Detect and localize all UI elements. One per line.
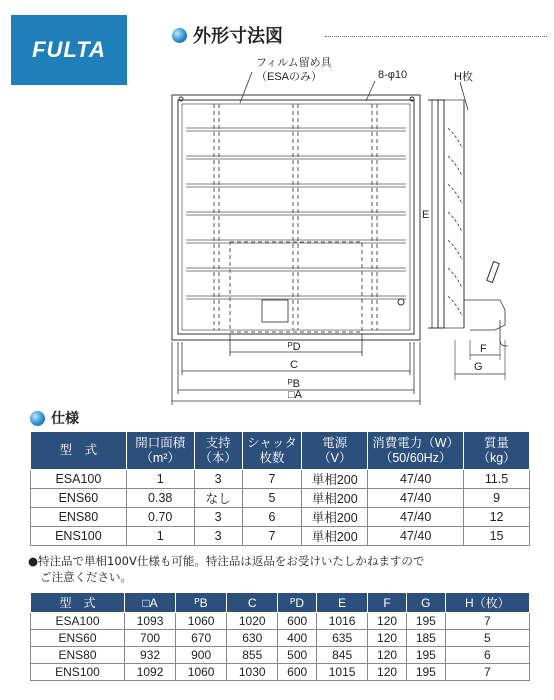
cell-d: 600 [278,664,317,681]
spec-title-text: 仕様 [51,411,79,427]
dimension-lines [172,72,420,405]
dimensions-table [30,592,530,681]
label-h: H枚 [454,71,473,83]
cell-model: ENS60 [31,630,125,647]
note-line-2: ご注意ください。 [40,570,132,584]
spec-header-consumption: 消費電力（W） （50/60Hz） [368,432,464,470]
cell-shutter: 5 [242,489,302,508]
cell-area: 0.38 [126,489,194,508]
dims-header-h: H（枚） [445,593,529,613]
cell-d: 400 [278,630,317,647]
cell-power: 単相200 [302,470,368,489]
label-film: フィルム留め具 [256,57,332,69]
cell-h: 6 [445,647,529,664]
cell-power: 単相200 [302,489,368,508]
dims-header-model: 型 式 [31,593,125,613]
cell-a: 1093 [125,613,176,630]
cell-a: 932 [125,647,176,664]
cell-mass: 12 [464,508,530,527]
spec-header-model: 型 式 [31,432,127,470]
spec-header-shutter: シャッタ 枚数 [242,432,302,470]
cell-consumption: 47/40 [368,527,464,546]
cell-mass: 15 [464,527,530,546]
cell-a: 1092 [125,664,176,681]
cell-b: 670 [176,630,227,647]
table-row [31,664,530,681]
cell-mass: 11.5 [464,470,530,489]
cell-shutter: 7 [242,527,302,546]
cell-mass: 9 [464,489,530,508]
brand-logo-text: FULTA [32,37,106,62]
label-film-sub: （ESAのみ） [256,71,323,83]
cell-shutter: 6 [242,508,302,527]
spec-table [30,431,530,546]
cell-model: ENS60 [31,489,127,508]
label-b: ᴾB [288,378,300,390]
cell-g: 195 [406,613,445,630]
cell-b: 1060 [176,613,227,630]
table-row [31,470,530,489]
cell-c: 1020 [227,613,278,630]
cell-power: 単相200 [302,527,368,546]
cell-support: 3 [194,527,242,546]
dims-header-a: □A [125,593,176,613]
bullet-icon [30,411,45,426]
cell-e: 635 [317,630,368,647]
cell-h: 7 [445,613,529,630]
cell-e: 1016 [317,613,368,630]
cell-model: ENS100 [31,527,127,546]
table-row [31,527,530,546]
table-row [31,613,530,630]
spec-header-row [31,432,530,470]
frame-outer [172,95,420,340]
label-a: □A [288,389,302,401]
motor-box [262,300,288,322]
cell-a: 700 [125,630,176,647]
dims-header-f: F [368,593,407,613]
cell-f: 120 [368,630,407,647]
cell-g: 195 [406,647,445,664]
mount-hole [398,299,404,305]
cell-area: 1 [126,527,194,546]
spec-header-support: 支持 （本） [194,432,242,470]
cell-d: 500 [278,647,317,664]
cell-consumption: 47/40 [368,489,464,508]
cell-b: 900 [176,647,227,664]
spec-section-title [30,408,79,428]
cell-e: 845 [317,647,368,664]
cell-area: 1 [126,470,194,489]
cell-shutter: 7 [242,470,302,489]
cell-model: ESA100 [31,470,127,489]
label-f: F [480,343,487,355]
cell-c: 1030 [227,664,278,681]
cell-support: 3 [194,508,242,527]
cell-support: なし [194,489,242,508]
spec-header-area: 開口面積 （m²） [126,432,194,470]
cell-consumption: 47/40 [368,508,464,527]
label-g: G [474,361,483,373]
label-e: E [422,209,430,221]
dims-header-row [31,593,530,613]
cell-consumption: 47/40 [368,470,464,489]
label-c: C [290,359,298,371]
dims-header-e: E [317,593,368,613]
cell-model: ESA100 [31,613,125,630]
cell-e: 1015 [317,664,368,681]
cell-model: ENS100 [31,664,125,681]
dims-header-b: ᴾB [176,593,227,613]
cell-h: 7 [445,664,529,681]
table-row [31,489,530,508]
table-row [31,630,530,647]
notes [28,553,424,585]
dims-header-d: ᴾD [278,593,317,613]
cell-model: ENS80 [31,647,125,664]
dimension-title-text: 外形寸法図 [193,26,283,47]
table-row [31,647,530,664]
cell-g: 195 [406,664,445,681]
cell-model: ENS80 [31,508,127,527]
cell-b: 1060 [176,664,227,681]
dims-header-g: G [406,593,445,613]
label-d: ᴾD [288,341,301,353]
cell-c: 855 [227,647,278,664]
cell-area: 0.70 [126,508,194,527]
note-line-1: ●特注品で単相100V仕様も可能。特注品は返品をお受けいたしかねますので [28,554,425,568]
support-rods [214,104,377,332]
cell-support: 3 [194,470,242,489]
cell-f: 120 [368,613,407,630]
spec-header-mass: 質量 （kg） [464,432,530,470]
table-row [31,508,530,527]
label-holes: 8-φ10 [378,69,408,81]
cell-h: 5 [445,630,529,647]
side-view [428,82,508,380]
cell-g: 185 [406,630,445,647]
cell-c: 630 [227,630,278,647]
cell-f: 120 [368,664,407,681]
cell-power: 単相200 [302,508,368,527]
dims-header-c: C [227,593,278,613]
cell-f: 120 [368,647,407,664]
cell-d: 600 [278,613,317,630]
spec-header-power: 電源 （V） [302,432,368,470]
